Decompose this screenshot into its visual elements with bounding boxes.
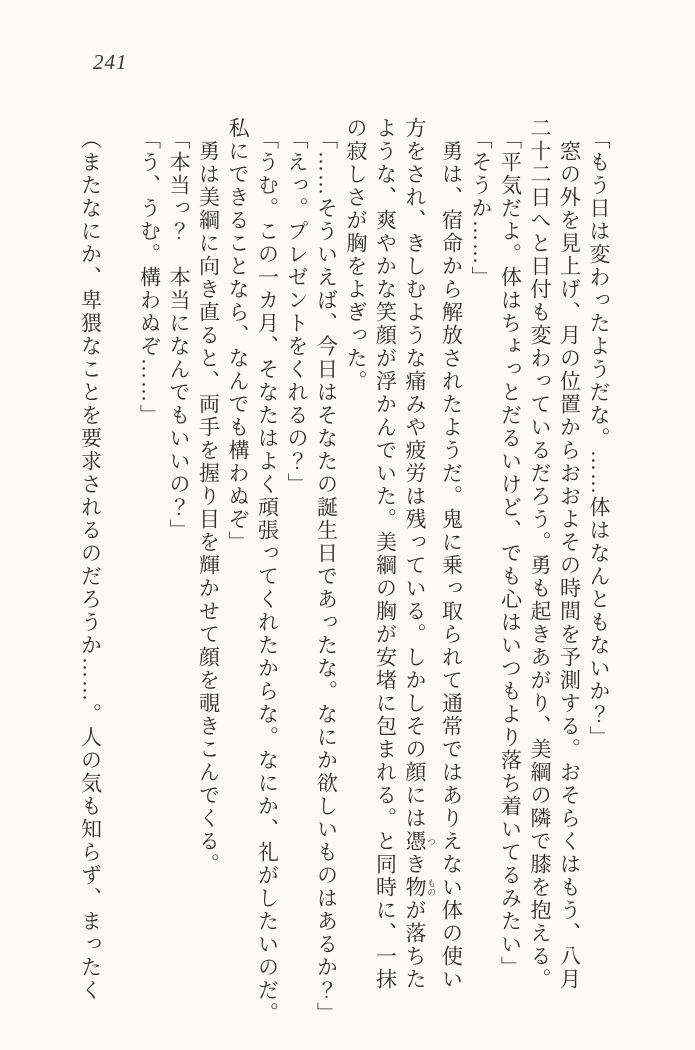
text-line: 「う、うむ。構わぬぞ……」 xyxy=(137,128,162,427)
ruby-annotated-text: 憑 つ xyxy=(403,830,436,853)
text-line: 「そうか……」 xyxy=(469,128,493,289)
text-line: の寂しさが胸をよぎった。 xyxy=(344,117,368,393)
text-line: 「平気だよ。体はちょっとだるいけど、でも心はいつもより落ち着いてるみたい」 xyxy=(498,128,523,979)
text-line: 私にできることなら、なんでも構わぬぞ」 xyxy=(226,117,250,554)
text-line: 勇は美綱に向き直ると、両手を握り目を輝かせて顔を覗きこんでくる。 xyxy=(196,140,221,876)
text-line: （またなにか、卑猥なことを要求されるのだろうか……。人の気も知らず、まったく xyxy=(78,128,103,1002)
text-line: 「……そういえば、今日はそなたの誕生日であったな。なにか欲しいものはあるか？」 xyxy=(314,128,339,1025)
text-line: 「えっ。プレゼントをくれるの？」 xyxy=(285,128,309,496)
text-block xyxy=(75,117,613,1047)
text-line: 二十二日へと日付も変わっているだろう。勇も起きあがり、美綱の隣で膝を抱える。 xyxy=(528,117,552,991)
text-line: 方をされ、きしむような痛みや疲労は残っている。しかしその顔には憑 つき物 ものが落ちた xyxy=(403,117,436,991)
text-line: 「本当っ？ 本当になんでもいいの？」 xyxy=(167,128,191,542)
blank-line xyxy=(105,117,135,1047)
text-line: ような、爽やかな笑顔が浮かんでいた。美綱の胸が安堵に包まれる。と同時に、一抹 xyxy=(373,117,398,991)
text-line: 「うむ。この一カ月、そなたはよく頑張ってくれたからな。なにか、礼がしたいのだ。 xyxy=(255,128,280,1025)
ruby-annotated-text: 物 もの xyxy=(403,876,436,899)
text-line: 窓の外を見上げ、月の位置からおおよその時間を予測する。おそらくはもう、八月 xyxy=(557,140,582,991)
page-number: 241 xyxy=(93,50,128,74)
text-line: 「もう日は変わったようだな。……体はなんともないか？」 xyxy=(587,128,611,749)
text-line: 勇は、宿命から解放されたようだ。鬼に乗っ取られて通常ではありえない体の使い xyxy=(439,140,464,991)
